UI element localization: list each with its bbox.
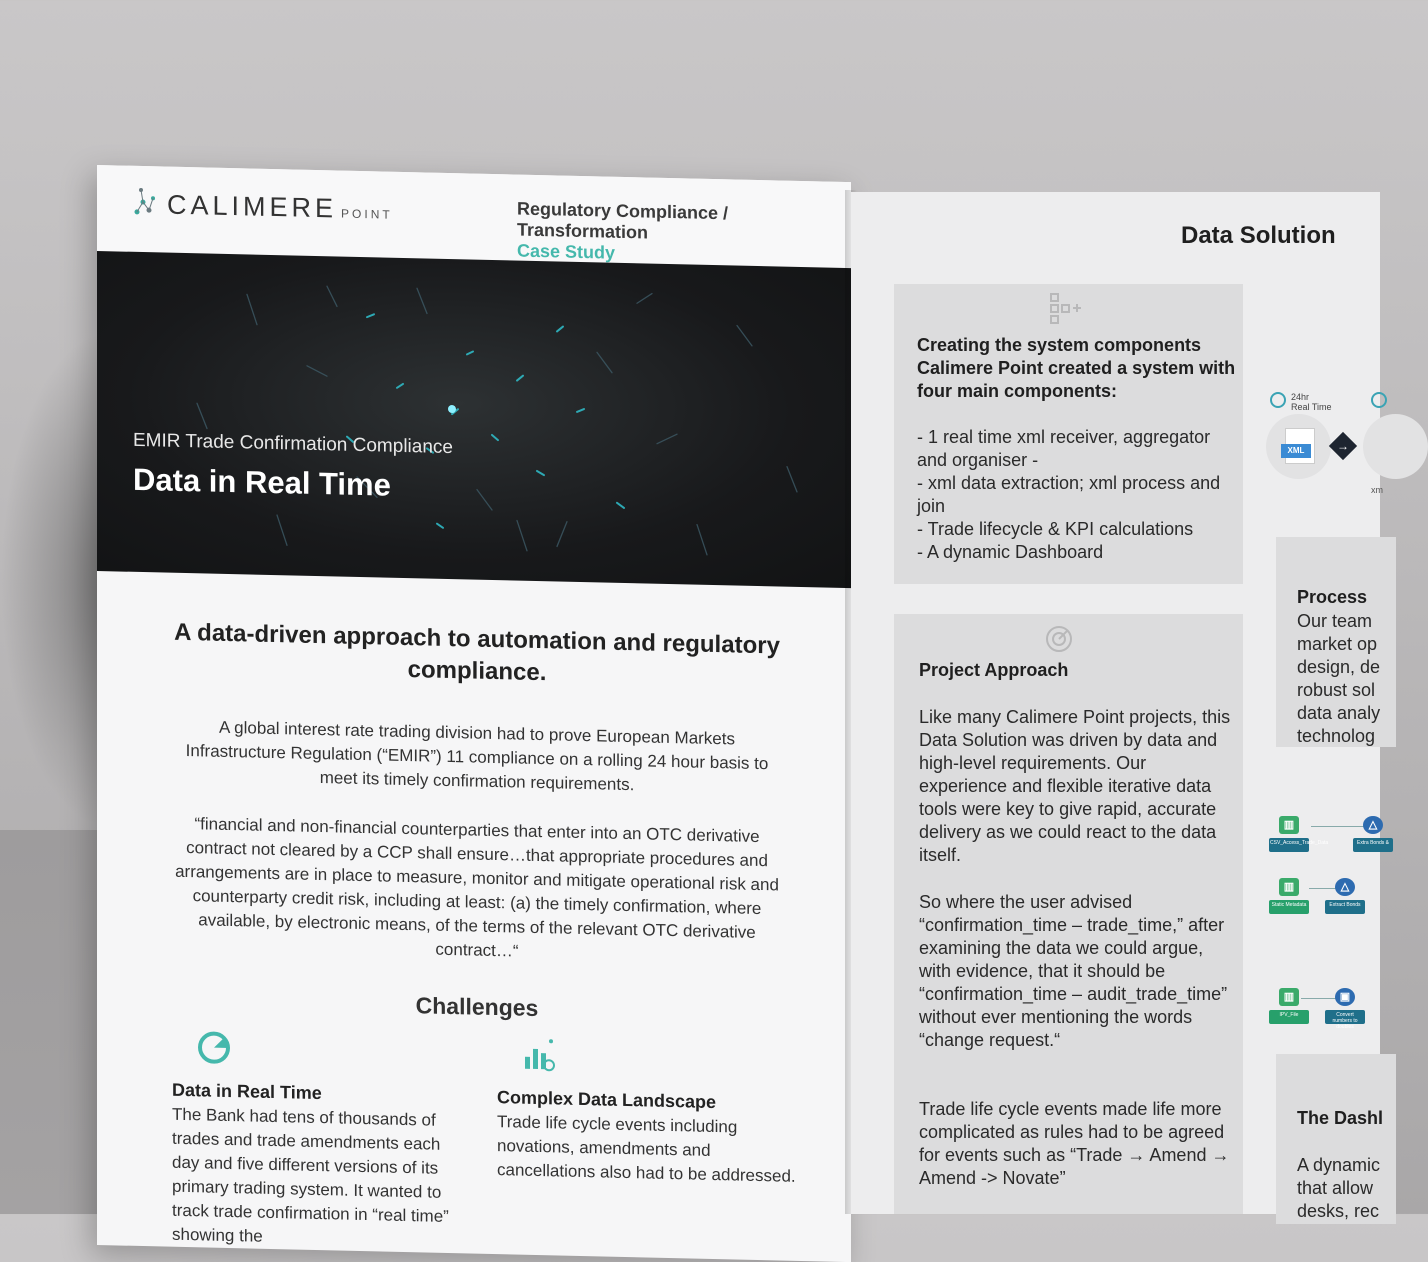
text-line: market op bbox=[1297, 634, 1378, 654]
logo-text: CALIMERE bbox=[167, 189, 338, 224]
components-list bbox=[917, 426, 1237, 564]
components-heading: Creating the system components Calimere Point created a system with four main components: bbox=[917, 335, 1236, 401]
workflow-node bbox=[1353, 816, 1393, 852]
approach-heading: Project Approach bbox=[919, 660, 1069, 680]
book-icon: ▥ bbox=[1279, 878, 1299, 896]
text-line: data analy bbox=[1297, 703, 1381, 723]
challenge-title: Complex Data Landscape bbox=[497, 1087, 717, 1113]
text-line: desks, rec bbox=[1297, 1201, 1380, 1221]
node-label: IPV_File bbox=[1269, 1010, 1309, 1024]
hero-subtitle: EMIR Trade Confirmation Compliance bbox=[133, 429, 453, 459]
node-label: Extract Bonds bbox=[1325, 900, 1365, 914]
workflow-node bbox=[1269, 878, 1309, 914]
text-line: design, de bbox=[1297, 657, 1381, 677]
workflow-node bbox=[1269, 816, 1329, 852]
lede-heading: A data-driven approach to automation and regulatory compliance. bbox=[174, 618, 780, 687]
approach-paragraph: Trade life cycle events made life more complicated as rules had to be agreed for events such as “Trade → Amend → Amend -> Novate” bbox=[919, 1099, 1230, 1188]
triangle-icon: △ bbox=[1335, 878, 1355, 896]
regulation-quote: “financial and non-financial counterparties that enter into an OTC derivative contract not cleared by a CCP shall ensure…that appropriate procedures and arrangements are in place to measure, monitor and mitigate operational risk and counterparty credit risk, including at least: (a) the timely confirmation, where available, by electronic means, of the terms of the relevant OTC derivative contract…“ bbox=[175, 814, 779, 961]
book-icon: ▥ bbox=[1279, 816, 1299, 834]
pie-chart-icon bbox=[196, 1027, 232, 1068]
workflow-node bbox=[1325, 878, 1365, 914]
dashboard-text bbox=[1297, 1154, 1407, 1223]
list-item: - Trade lifecycle & KPI calculations bbox=[917, 519, 1194, 539]
realtime-label bbox=[1291, 392, 1332, 412]
brochure-left-page bbox=[97, 165, 851, 1262]
header-subtitle: Case Study bbox=[517, 240, 616, 263]
dashboard-card bbox=[1276, 1054, 1396, 1224]
process-text bbox=[1297, 610, 1407, 748]
clock-icon bbox=[1371, 392, 1387, 408]
text-line: A dynamic bbox=[1297, 1155, 1381, 1175]
node-label: CSV_Access_Trade_Data bbox=[1269, 838, 1309, 852]
list-item: - xml data extraction; xml process and join bbox=[917, 473, 1221, 516]
approach-paragraph: So where the user advised “confirmation_time – trade_time,” after examining the data we could argue, with evidence, that it should be “confirmation_time – audit_trade_time” without ever mentioning the words “change request.“ bbox=[919, 892, 1228, 1050]
text-line: that allow bbox=[1297, 1178, 1374, 1198]
background-shadow bbox=[0, 330, 110, 830]
process-card bbox=[1276, 537, 1396, 747]
text-line: technolog bbox=[1297, 726, 1376, 746]
text-line: robust sol bbox=[1297, 680, 1376, 700]
workflow-node bbox=[1325, 988, 1365, 1030]
challenge-item bbox=[172, 1027, 472, 1254]
grid-add-icon bbox=[1049, 292, 1083, 326]
challenge-text: The Bank had tens of thousands of trades and trade amendments each day and five different versions of its primary trading system. It wanted to track trade confirmation in “real time” showing the bbox=[172, 1104, 449, 1246]
hero-title: Data in Real Time bbox=[133, 461, 391, 503]
book-icon: ▥ bbox=[1279, 988, 1299, 1006]
dashboard-heading: The Dashl bbox=[1297, 1108, 1384, 1128]
text-line: 24hr bbox=[1291, 392, 1310, 402]
intro-paragraph: A global interest rate trading division had to prove European Markets Infrastructure Regulation (“EMIR”) 11 compliance on a rolling 24 hour basis to meet its timely confirmation requirements. bbox=[185, 717, 769, 795]
hero-banner bbox=[97, 251, 851, 588]
convert-icon: ▣ bbox=[1335, 988, 1355, 1006]
arrow-right-icon: → bbox=[1337, 439, 1349, 453]
workflow-node bbox=[1269, 988, 1309, 1024]
target-icon bbox=[1044, 624, 1074, 654]
particle-burst-graphic bbox=[97, 251, 851, 588]
list-item: - A dynamic Dashboard bbox=[917, 542, 1104, 562]
brochure-right-page bbox=[851, 192, 1389, 1221]
header-titles bbox=[517, 199, 851, 270]
text-line: Real Time bbox=[1291, 402, 1332, 412]
process-heading: Process bbox=[1297, 587, 1368, 607]
challenge-title: Data in Real Time bbox=[172, 1079, 322, 1104]
challenge-text: Trade life cycle events including novations, amendments and cancellations also had to be addressed. bbox=[497, 1112, 796, 1186]
list-item: - 1 real time xml receiver, aggregator and organiser - bbox=[917, 427, 1211, 470]
components-card bbox=[894, 284, 1243, 584]
approach-card bbox=[894, 614, 1243, 1214]
node-label: Static Metadata bbox=[1269, 900, 1309, 914]
background-band bbox=[0, 830, 100, 1214]
text-line: Our team bbox=[1297, 611, 1373, 631]
triangle-icon: △ bbox=[1363, 816, 1383, 834]
logo-mark-icon bbox=[131, 184, 159, 221]
xml-node bbox=[1363, 414, 1428, 479]
bar-chart-icon bbox=[521, 1035, 557, 1076]
clock-icon bbox=[1270, 392, 1286, 408]
logo-subtext: POINT bbox=[341, 206, 393, 222]
approach-paragraph: Like many Calimere Point projects, this Data Solution was driven by data and high-level requirements. Our experience and flexible iterative data tools were key to give rapid, accurate delivery as we could react to the data itself. bbox=[919, 707, 1231, 865]
challenges-heading: Challenges bbox=[415, 992, 539, 1022]
xml-tag: XML bbox=[1281, 444, 1311, 458]
logo bbox=[131, 184, 393, 226]
header-title: Regulatory Compliance / Transformation bbox=[517, 198, 729, 243]
node-label: xm bbox=[1371, 485, 1383, 495]
section-title: Data Solution bbox=[1181, 222, 1336, 249]
node-label: Extra Bonds & bbox=[1353, 838, 1393, 852]
node-label: Convert numbers to doubles bbox=[1325, 1010, 1365, 1024]
challenge-item bbox=[497, 1034, 797, 1189]
